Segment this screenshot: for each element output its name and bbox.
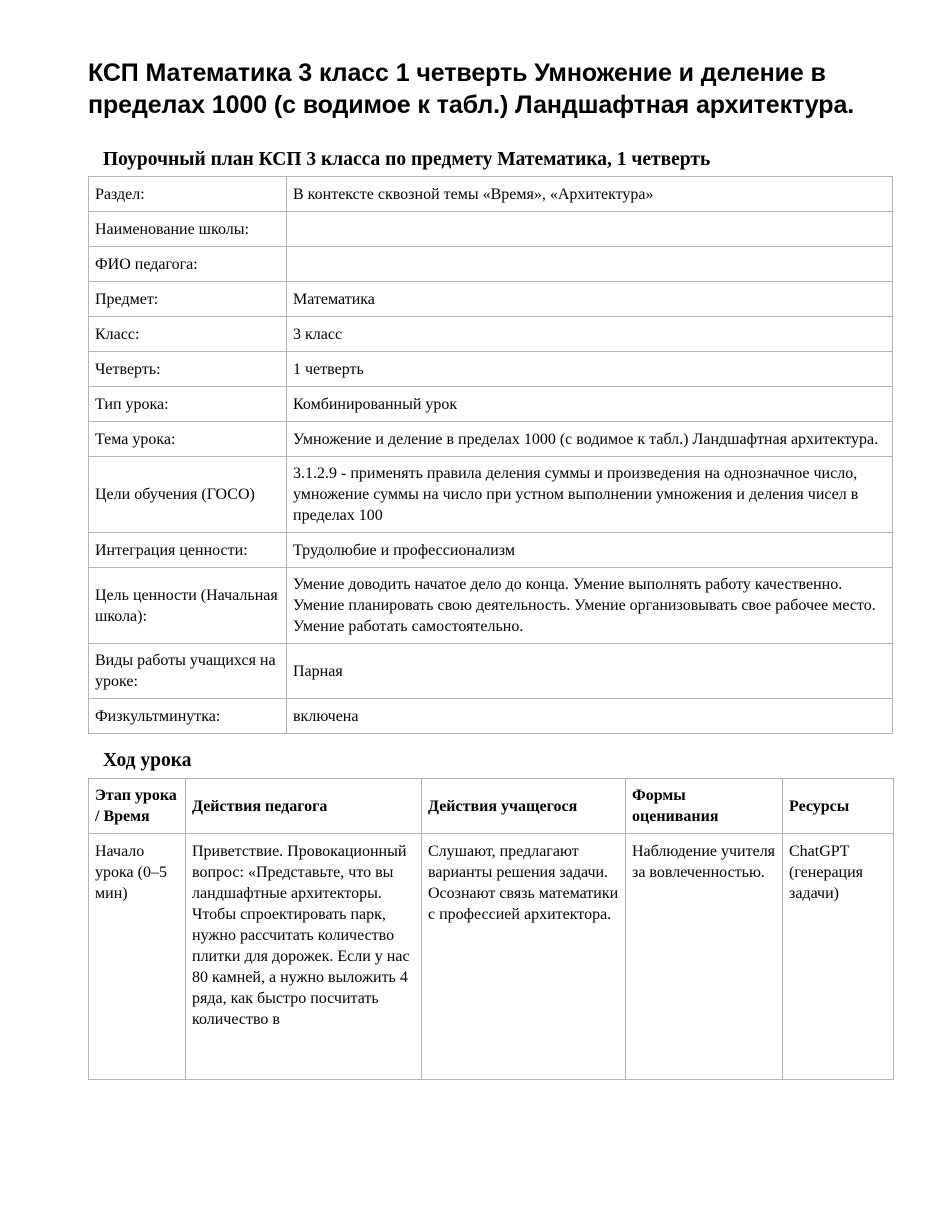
- info-label: Интеграция ценности:: [89, 533, 287, 568]
- column-header-assessment: Формы оценивания: [626, 779, 783, 834]
- document-page: [88, 58, 893, 1080]
- info-value: Умножение и деление в пределах 1000 (с водимое к табл.) Ландшафтная архитектура.: [287, 422, 893, 457]
- lesson-flow-table: [88, 778, 894, 1080]
- column-header-stage: Этап урока / Время: [89, 779, 186, 834]
- info-value: Математика: [287, 282, 893, 317]
- lesson-info-table: [88, 176, 893, 734]
- table-row: [89, 533, 893, 568]
- info-label: Тема урока:: [89, 422, 287, 457]
- column-header-resources: Ресурсы: [783, 779, 894, 834]
- cell-resources: ChatGPT (генерация задачи): [783, 834, 894, 1080]
- table-row: [89, 457, 893, 533]
- info-value: В контексте сквозной темы «Время», «Архитектура»: [287, 177, 893, 212]
- info-label: Цели обучения (ГОСО): [89, 457, 287, 533]
- lesson-heading: Ход урока: [103, 750, 192, 771]
- info-value: Парная: [287, 644, 893, 699]
- table-row: [89, 699, 893, 734]
- info-label: Раздел:: [89, 177, 287, 212]
- column-header-teacher-actions: Действия педагога: [186, 779, 422, 834]
- info-value: Умение доводить начатое дело до конца. Умение выполнять работу качественно. Умение планировать свою деятельность. Умение организовывать свое рабочее место. Умение работать самостоятельно.: [287, 568, 893, 644]
- plan-heading: Поурочный план КСП 3 класса по предмету Математика, 1 четверть: [103, 149, 711, 170]
- cell-teacher-actions: Приветствие. Провокационный вопрос: «Представьте, что вы ландшафтные архитекторы. Чтобы спроектировать парк, нужно рассчитать количество плитки для дорожек. Если у нас 80 камней, а нужно выложить 4 ряда, как быстро посчитать количество в: [186, 834, 422, 1080]
- info-value: Трудолюбие и профессионализм: [287, 533, 893, 568]
- table-row: [89, 387, 893, 422]
- table-row: [89, 352, 893, 387]
- info-value: [287, 247, 893, 282]
- table-row: [89, 422, 893, 457]
- info-label: Четверть:: [89, 352, 287, 387]
- info-label: Физкультминутка:: [89, 699, 287, 734]
- table-row: [89, 568, 893, 644]
- info-value: включена: [287, 699, 893, 734]
- info-label: Тип урока:: [89, 387, 287, 422]
- info-value: 1 четверть: [287, 352, 893, 387]
- cell-student-actions: Слушают, предлагают варианты решения задачи. Осознают связь математики с профессией архитектора.: [422, 834, 626, 1080]
- info-label: Класс:: [89, 317, 287, 352]
- table-header-row: [89, 779, 894, 834]
- info-label: Цель ценности (Начальная школа):: [89, 568, 287, 644]
- table-row: [89, 247, 893, 282]
- table-row: [89, 834, 894, 1080]
- table-row: [89, 177, 893, 212]
- cell-stage: Начало урока (0–5 мин): [89, 834, 186, 1080]
- cell-assessment: Наблюдение учителя за вовлеченностью.: [626, 834, 783, 1080]
- info-value: Комбинированный урок: [287, 387, 893, 422]
- info-value: 3.1.2.9 - применять правила деления суммы и произведения на однозначное число, умножение суммы на число при устном выполнении умножения и деления чисел в пределах 100: [287, 457, 893, 533]
- document-title: КСП Математика 3 класс 1 четверть Умножение и деление в пределах 1000 (с водимое к табл.) Ландшафтная архитектура.: [88, 59, 855, 119]
- info-label: Наименование школы:: [89, 212, 287, 247]
- info-label: Предмет:: [89, 282, 287, 317]
- table-row: [89, 644, 893, 699]
- info-value: 3 класс: [287, 317, 893, 352]
- table-row: [89, 282, 893, 317]
- column-header-student-actions: Действия учащегося: [422, 779, 626, 834]
- table-row: [89, 212, 893, 247]
- info-label: ФИО педагога:: [89, 247, 287, 282]
- info-label: Виды работы учащихся на уроке:: [89, 644, 287, 699]
- table-row: [89, 317, 893, 352]
- info-value: [287, 212, 893, 247]
